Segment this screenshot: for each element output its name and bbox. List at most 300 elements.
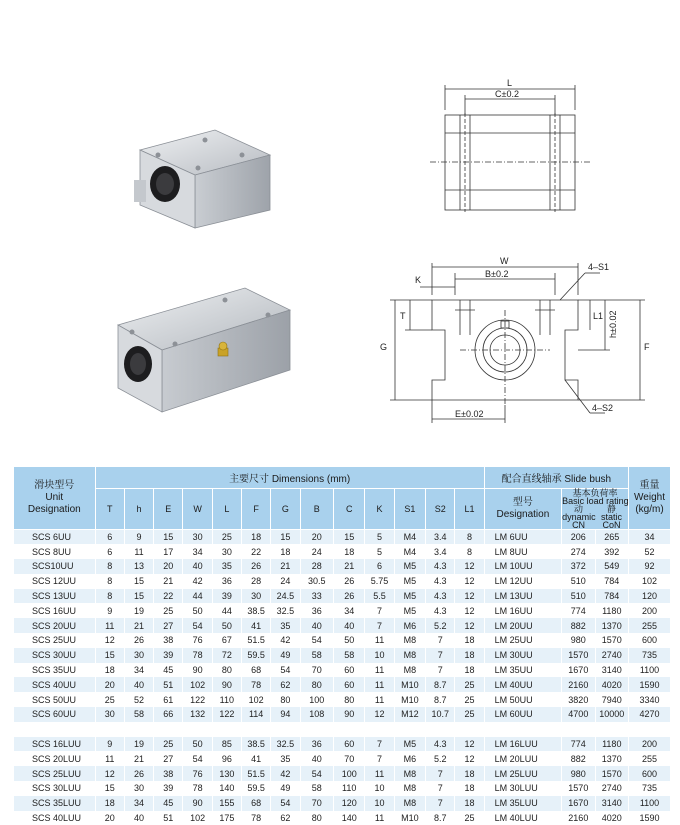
table-cell: 28: [300, 559, 333, 574]
label-S1: 4–S1: [588, 262, 609, 272]
table-cell: 1570: [595, 766, 628, 781]
cell-unit: SCS 13UU: [14, 589, 96, 604]
table-cell: 774: [562, 737, 595, 752]
header-slide-bush: 配合直线轴承 Slide bush: [484, 467, 628, 489]
header-dynamic: [562, 505, 595, 529]
table-cell: 980: [562, 766, 595, 781]
cell-bush-model: LM 25UU: [484, 633, 561, 648]
table-row: [14, 781, 671, 796]
column-header: S1: [394, 489, 425, 530]
table-cell: 34: [124, 796, 153, 811]
table-cell: 18: [455, 796, 484, 811]
table-cell: 44: [212, 603, 241, 618]
table-cell: 51: [154, 811, 183, 825]
table-cell: 90: [212, 677, 241, 692]
table-cell: 24: [271, 574, 300, 589]
cell-unit: SCS 8UU: [14, 544, 96, 559]
table-cell: 39: [154, 781, 183, 796]
cell-unit: SCS 35LUU: [14, 796, 96, 811]
table-cell: 7: [426, 781, 455, 796]
table-cell: 21: [334, 559, 365, 574]
header-type-en: Designation: [485, 509, 561, 521]
table-cell: 200: [629, 603, 671, 618]
table-cell: 110: [212, 692, 241, 707]
table-cell: 52: [124, 692, 153, 707]
column-header: B: [300, 489, 333, 530]
cell-bush-model: LM 6UU: [484, 530, 561, 545]
table-cell: 15: [154, 530, 183, 545]
table-cell: 8: [455, 530, 484, 545]
table-cell: 600: [629, 633, 671, 648]
table-row: [14, 648, 671, 663]
table-cell: 18: [455, 781, 484, 796]
table-cell: 39: [212, 589, 241, 604]
table-cell: 12: [455, 603, 484, 618]
table-cell: 11: [365, 766, 394, 781]
table-cell: 100: [300, 692, 333, 707]
label-C: C±0.2: [495, 89, 519, 99]
cell-bush-model: LM 20UU: [484, 618, 561, 633]
table-cell: 120: [629, 589, 671, 604]
label-S2: 4–S2: [592, 403, 613, 413]
table-row: [14, 677, 671, 692]
table-cell: M5: [394, 559, 425, 574]
table-cell: 40: [183, 559, 212, 574]
table-cell: M8: [394, 781, 425, 796]
table-cell: 3.4: [426, 544, 455, 559]
cell-unit: SCS 25LUU: [14, 766, 96, 781]
table-cell: 20: [95, 677, 124, 692]
table-cell: M8: [394, 633, 425, 648]
table-cell: 40: [124, 677, 153, 692]
label-K: K: [415, 275, 421, 285]
cell-unit: SCS 16UU: [14, 603, 96, 618]
table-cell: 38.5: [242, 737, 271, 752]
table-cell: 392: [595, 544, 628, 559]
table-cell: 8: [95, 589, 124, 604]
table-cell: 35: [212, 559, 241, 574]
table-cell: 45: [154, 663, 183, 678]
table-cell: 36: [212, 574, 241, 589]
column-header: L: [212, 489, 241, 530]
table-row: [14, 530, 671, 545]
column-header: T: [95, 489, 124, 530]
table-cell: 32.5: [271, 737, 300, 752]
product-photo-short-block: [120, 110, 290, 230]
header-weight-en: Weight: [629, 492, 670, 504]
table-cell: 21: [124, 751, 153, 766]
cell-unit: SCS 6UU: [14, 530, 96, 545]
cell-bush-model: LM 25LUU: [484, 766, 561, 781]
table-cell: 38: [154, 766, 183, 781]
table-cell: 1180: [595, 603, 628, 618]
table-cell: 1590: [629, 811, 671, 825]
table-row: [14, 544, 671, 559]
table-cell: 34: [334, 603, 365, 618]
table-cell: 12: [365, 707, 394, 722]
table-cell: 102: [183, 811, 212, 825]
column-header: h: [124, 489, 153, 530]
table-cell: 4700: [562, 707, 595, 722]
table-row: [14, 751, 671, 766]
table-cell: 1370: [595, 751, 628, 766]
header-static: [595, 505, 628, 529]
table-cell: 80: [300, 677, 333, 692]
spec-table-body: [14, 530, 671, 825]
table-cell: 78: [242, 677, 271, 692]
header-weight: [629, 467, 671, 530]
table-cell: 7: [426, 766, 455, 781]
header-dimensions: 主要尺寸 Dimensions (mm): [95, 467, 484, 489]
table-cell: 38: [154, 633, 183, 648]
table-cell: 26: [334, 574, 365, 589]
table-cell: 50: [212, 618, 241, 633]
table-cell: 4.3: [426, 589, 455, 604]
table-cell: 59.5: [242, 781, 271, 796]
table-cell: 40: [124, 811, 153, 825]
table-cell: 108: [300, 707, 333, 722]
table-cell: 735: [629, 781, 671, 796]
table-cell: 70: [300, 796, 333, 811]
table-cell: 120: [334, 796, 365, 811]
header-unit-designation: [14, 467, 96, 530]
header-dynamic-en: dynamic: [562, 513, 595, 521]
table-cell: 92: [629, 559, 671, 574]
table-cell: 100: [334, 766, 365, 781]
table-cell: 62: [271, 811, 300, 825]
table-cell: 68: [242, 796, 271, 811]
table-cell: 10: [365, 781, 394, 796]
table-cell: 36: [300, 737, 333, 752]
table-cell: M4: [394, 544, 425, 559]
table-cell: M6: [394, 751, 425, 766]
table-cell: 76: [183, 766, 212, 781]
table-row: [14, 692, 671, 707]
table-row: [14, 618, 671, 633]
table-cell: 51.5: [242, 766, 271, 781]
table-cell: 130: [212, 766, 241, 781]
table-cell: 9: [124, 530, 153, 545]
cell-bush-model: LM 13UU: [484, 589, 561, 604]
table-cell: 17: [154, 544, 183, 559]
cell-unit: SCS 20UU: [14, 618, 96, 633]
table-cell: 12: [455, 559, 484, 574]
table-cell: 45: [154, 796, 183, 811]
table-cell: 35: [271, 751, 300, 766]
table-cell: 28: [242, 574, 271, 589]
table-cell: 44: [183, 589, 212, 604]
cell-bush-model: LM 8UU: [484, 544, 561, 559]
table-cell: 20: [300, 530, 333, 545]
table-cell: M8: [394, 648, 425, 663]
header-static-cn: 静: [595, 505, 628, 513]
table-cell: 25: [95, 692, 124, 707]
table-cell: 19: [124, 603, 153, 618]
table-cell: 1590: [629, 677, 671, 692]
table-cell: 882: [562, 618, 595, 633]
table-cell: 11: [365, 663, 394, 678]
table-cell: 1570: [562, 648, 595, 663]
table-cell: 22: [242, 544, 271, 559]
table-cell: 4270: [629, 707, 671, 722]
table-cell: 7: [365, 618, 394, 633]
table-cell: 18: [95, 796, 124, 811]
table-cell: M8: [394, 796, 425, 811]
table-cell: 54: [300, 633, 333, 648]
table-cell: 60: [334, 677, 365, 692]
table-cell: M5: [394, 574, 425, 589]
table-cell: M10: [394, 677, 425, 692]
header-unit-cn: 滑块型号: [14, 480, 95, 492]
column-header: C: [334, 489, 365, 530]
table-cell: 26: [124, 766, 153, 781]
table-cell: 51.5: [242, 633, 271, 648]
table-cell: 8: [455, 544, 484, 559]
drawing-top-view: [425, 75, 595, 215]
column-header: G: [271, 489, 300, 530]
table-cell: 25: [455, 811, 484, 825]
table-cell: 26: [242, 559, 271, 574]
table-cell: 21: [154, 574, 183, 589]
cell-bush-model: LM 12UU: [484, 574, 561, 589]
table-cell: 11: [365, 633, 394, 648]
table-cell: 132: [183, 707, 212, 722]
table-cell: 18: [334, 544, 365, 559]
table-cell: 274: [562, 544, 595, 559]
table-cell: 15: [95, 648, 124, 663]
cell-bush-model: LM 35UU: [484, 663, 561, 678]
table-cell: 4020: [595, 811, 628, 825]
table-cell: M8: [394, 766, 425, 781]
table-cell: 11: [124, 544, 153, 559]
table-cell: 80: [212, 663, 241, 678]
table-cell: M12: [394, 707, 425, 722]
group-separator: [14, 722, 671, 737]
cell-unit: SCS 60UU: [14, 707, 96, 722]
table-cell: 10: [365, 796, 394, 811]
table-cell: 7: [365, 737, 394, 752]
table-cell: 102: [183, 677, 212, 692]
cell-bush-model: LM 30UU: [484, 648, 561, 663]
header-weight-unit: (kg/m): [629, 504, 670, 516]
table-cell: 9: [95, 603, 124, 618]
table-cell: 155: [212, 796, 241, 811]
table-row: [14, 574, 671, 589]
table-cell: 70: [334, 751, 365, 766]
table-cell: 8.7: [426, 811, 455, 825]
table-cell: 41: [242, 751, 271, 766]
column-header: F: [242, 489, 271, 530]
table-cell: 175: [212, 811, 241, 825]
table-cell: 90: [183, 796, 212, 811]
table-cell: 200: [629, 737, 671, 752]
table-cell: 80: [271, 692, 300, 707]
header-weight-cn: 重量: [629, 480, 670, 492]
table-cell: 21: [124, 618, 153, 633]
table-cell: 3140: [595, 796, 628, 811]
table-cell: M5: [394, 737, 425, 752]
table-cell: 18: [455, 663, 484, 678]
table-cell: 24.5: [271, 589, 300, 604]
table-cell: 140: [212, 781, 241, 796]
table-cell: 8.7: [426, 692, 455, 707]
table-cell: 39: [154, 648, 183, 663]
cell-bush-model: LM 60UU: [484, 707, 561, 722]
table-cell: 4020: [595, 677, 628, 692]
table-cell: 11: [365, 692, 394, 707]
column-header: W: [183, 489, 212, 530]
table-cell: 25: [154, 603, 183, 618]
table-cell: 15: [95, 781, 124, 796]
table-cell: 60: [334, 663, 365, 678]
table-cell: 24: [300, 544, 333, 559]
header-load-rating: [562, 489, 629, 530]
table-cell: 5.75: [365, 574, 394, 589]
table-cell: 20: [95, 811, 124, 825]
table-cell: 52: [629, 544, 671, 559]
table-cell: 80: [334, 692, 365, 707]
table-cell: M6: [394, 618, 425, 633]
header-designation-en: Designation: [14, 504, 95, 516]
table-row: [14, 811, 671, 825]
table-row: [14, 589, 671, 604]
table-cell: 735: [629, 648, 671, 663]
table-cell: 6: [95, 530, 124, 545]
table-cell: 30: [124, 648, 153, 663]
table-cell: 25: [154, 737, 183, 752]
table-cell: M4: [394, 530, 425, 545]
table-row: [14, 707, 671, 722]
table-cell: 70: [300, 663, 333, 678]
table-cell: 4.3: [426, 737, 455, 752]
table-cell: 4.3: [426, 559, 455, 574]
table-cell: 90: [183, 663, 212, 678]
table-row: [14, 796, 671, 811]
table-cell: 54: [183, 618, 212, 633]
table-cell: 18: [455, 766, 484, 781]
table-cell: 1570: [595, 633, 628, 648]
cell-bush-model: LM 40UU: [484, 677, 561, 692]
table-row: [14, 633, 671, 648]
table-cell: 12: [455, 751, 484, 766]
drawing-front-view: [360, 255, 660, 435]
table-cell: 50: [183, 603, 212, 618]
table-cell: 54: [300, 766, 333, 781]
table-cell: 27: [154, 751, 183, 766]
table-cell: 2160: [562, 811, 595, 825]
cell-bush-model: LM 30LUU: [484, 781, 561, 796]
table-row: [14, 559, 671, 574]
table-cell: 30: [124, 781, 153, 796]
table-cell: 26: [124, 633, 153, 648]
table-cell: 784: [595, 574, 628, 589]
table-cell: 600: [629, 766, 671, 781]
cell-bush-model: LM 10UU: [484, 559, 561, 574]
table-cell: 94: [271, 707, 300, 722]
table-cell: 774: [562, 603, 595, 618]
table-cell: 30: [183, 530, 212, 545]
table-cell: 54: [183, 751, 212, 766]
table-cell: 66: [154, 707, 183, 722]
column-header: S2: [426, 489, 455, 530]
table-cell: 102: [242, 692, 271, 707]
table-cell: 3820: [562, 692, 595, 707]
table-cell: 15: [124, 589, 153, 604]
table-cell: 34: [183, 544, 212, 559]
table-cell: 102: [629, 574, 671, 589]
header-dynamic-cn: 动: [562, 505, 595, 513]
table-cell: 3140: [595, 663, 628, 678]
table-cell: 6: [95, 544, 124, 559]
table-cell: 4.3: [426, 574, 455, 589]
table-cell: 1100: [629, 796, 671, 811]
table-cell: 1670: [562, 796, 595, 811]
table-cell: 78: [183, 781, 212, 796]
table-cell: 7: [426, 633, 455, 648]
table-cell: 22: [154, 589, 183, 604]
table-cell: 13: [124, 559, 153, 574]
cell-bush-model: LM 20LUU: [484, 751, 561, 766]
table-cell: 11: [365, 677, 394, 692]
table-cell: 18: [95, 663, 124, 678]
table-row: [14, 766, 671, 781]
table-row: [14, 737, 671, 752]
cell-bush-model: LM 35LUU: [484, 796, 561, 811]
table-cell: 50: [334, 633, 365, 648]
cell-unit: SCS 35UU: [14, 663, 96, 678]
table-cell: 49: [271, 648, 300, 663]
table-cell: 5.2: [426, 751, 455, 766]
table-cell: 122: [183, 692, 212, 707]
table-cell: 372: [562, 559, 595, 574]
cell-unit: SCS 40UU: [14, 677, 96, 692]
table-cell: 7: [426, 648, 455, 663]
table-cell: 2160: [562, 677, 595, 692]
table-cell: 12: [95, 633, 124, 648]
table-cell: 5: [365, 544, 394, 559]
table-cell: 5.2: [426, 618, 455, 633]
table-cell: M10: [394, 692, 425, 707]
table-cell: 30: [242, 589, 271, 604]
table-cell: 10: [365, 648, 394, 663]
table-cell: 110: [334, 781, 365, 796]
column-header: K: [365, 489, 394, 530]
table-cell: 42: [183, 574, 212, 589]
table-cell: 40: [334, 618, 365, 633]
table-cell: 42: [271, 633, 300, 648]
cell-unit: SCS 50UU: [14, 692, 96, 707]
cell-bush-model: LM 40LUU: [484, 811, 561, 825]
table-cell: 25: [455, 677, 484, 692]
table-cell: 510: [562, 574, 595, 589]
header-type-cn: 型号: [485, 497, 561, 509]
table-cell: 90: [334, 707, 365, 722]
table-cell: 18: [455, 648, 484, 663]
table-cell: 35: [271, 618, 300, 633]
table-cell: 1180: [595, 737, 628, 752]
table-cell: 42: [271, 766, 300, 781]
cell-unit: SCS 20LUU: [14, 751, 96, 766]
table-cell: 78: [242, 811, 271, 825]
cell-bush-model: LM 16UU: [484, 603, 561, 618]
label-L1: L1: [593, 311, 603, 321]
column-header: E: [154, 489, 183, 530]
table-cell: 58: [334, 648, 365, 663]
table-cell: 12: [455, 574, 484, 589]
table-cell: 1100: [629, 663, 671, 678]
table-cell: 206: [562, 530, 595, 545]
table-cell: 54: [271, 663, 300, 678]
